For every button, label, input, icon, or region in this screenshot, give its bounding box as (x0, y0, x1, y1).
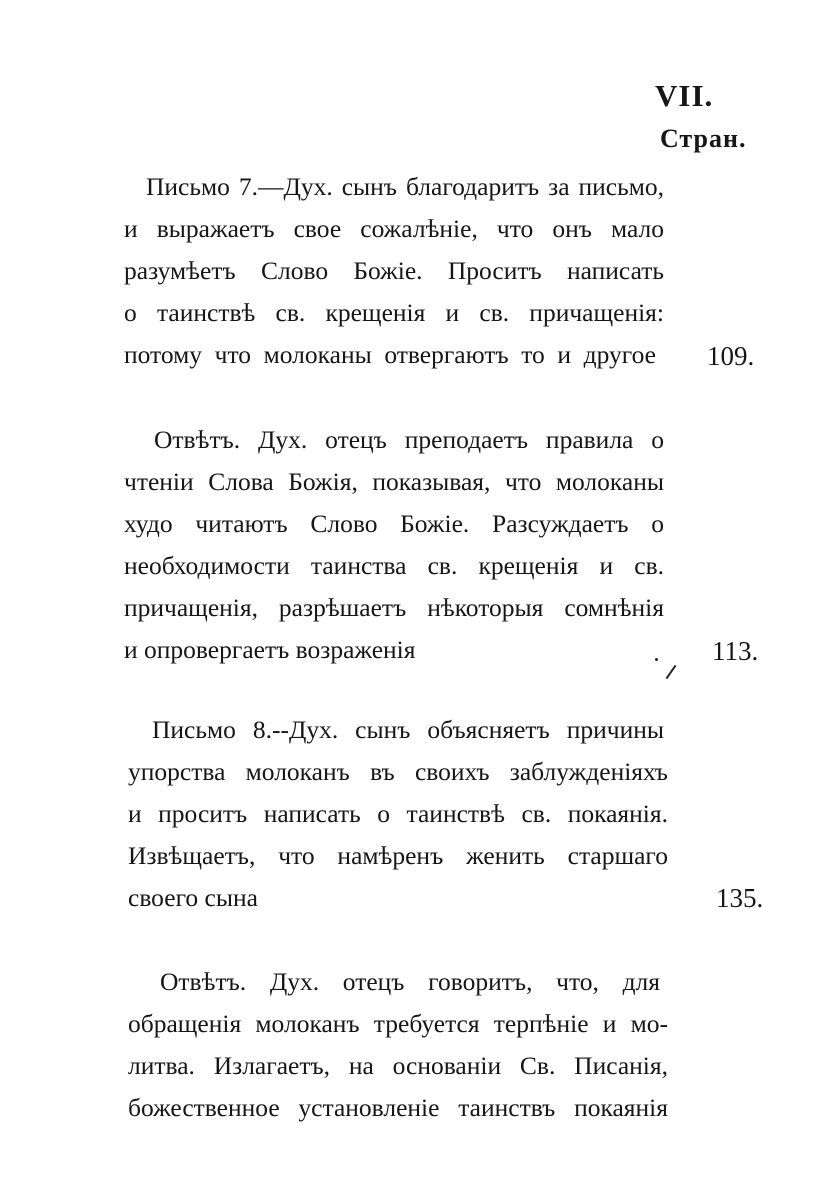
entry-page-number: 109. (707, 341, 755, 371)
entry-line: Отвѣтъ. Дух. отецъ говоритъ, что, для (160, 967, 660, 996)
entry-line: разумѣетъ Слово Божіе. Проситъ написать (124, 256, 664, 285)
entry-line: Отвѣтъ. Дух. отецъ преподаетъ правила о (154, 425, 664, 454)
entry-line: Извѣщаетъ, что намѣренъ женить старшаго (128, 841, 668, 870)
entry-line: чтеніи Слова Божія, показывая, что молоканы (124, 467, 664, 496)
entry-line: своего сына (128, 883, 258, 912)
ink-dot (655, 658, 658, 661)
entry-line: обращенія молоканъ требуется терпѣніе и мо- (128, 1009, 668, 1038)
entry-line: и выражаетъ свое сожалѣніе, что онъ мало (124, 214, 664, 243)
ink-mark (666, 665, 677, 679)
page-column-header: Стран. (660, 124, 747, 153)
entry-line: и опровергаетъ возраженія (124, 635, 416, 664)
entry-line: необходимости таинства св. крещенія и св. (124, 551, 664, 580)
entry-page-number: 135. (716, 883, 764, 913)
entry-line: божественное установленіе таинствъ покаянія (128, 1093, 668, 1122)
entry-line: причащенія, разрѣшаетъ нѣкоторыя сомнѣнія (124, 593, 664, 622)
entry-line: потому что молоканы отвергаютъ то и другое (124, 340, 656, 369)
entry-page-number: 113. (712, 636, 759, 666)
entry-line: о таинствѣ св. крещенія и св. причащенія: (124, 298, 664, 327)
entry-line: Письмо 8.--Дух. сынъ объясняетъ причины (152, 715, 664, 744)
page-number: VII. (655, 78, 714, 113)
entry-line: и проситъ написать о таинствѣ св. покаянія. (128, 799, 668, 828)
entry-line: худо читаютъ Слово Божіе. Разсуждаетъ о (124, 509, 664, 538)
entry-line: упорства молоканъ въ своихъ заблужденіяхъ (128, 757, 668, 786)
entry-line: Письмо 7.—Дух. сынъ благодаритъ за письмо, (146, 172, 664, 201)
entry-line: литва. Излагаетъ, на основаніи Св. Писанія, (128, 1051, 668, 1080)
